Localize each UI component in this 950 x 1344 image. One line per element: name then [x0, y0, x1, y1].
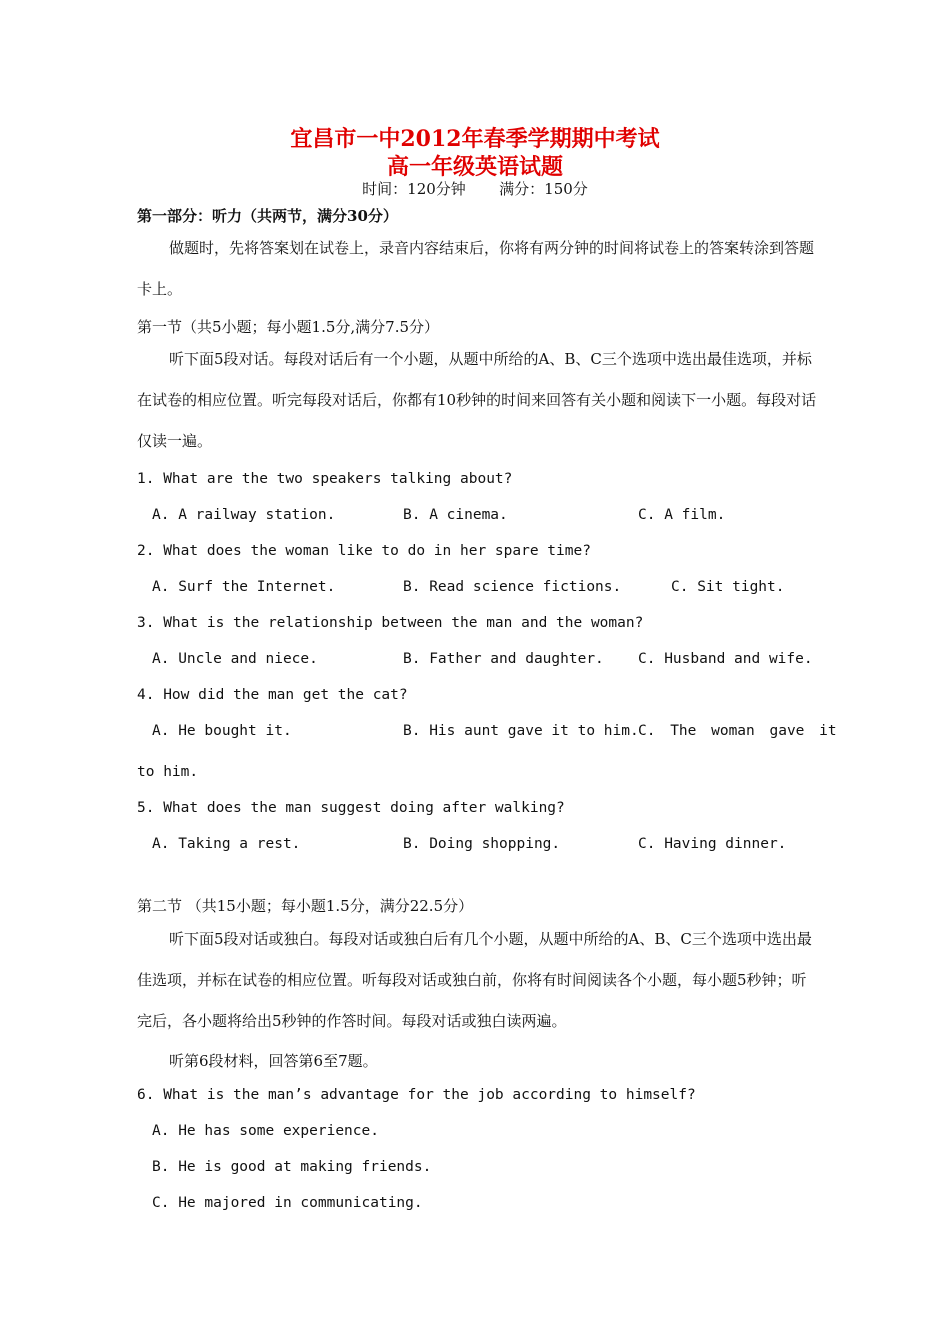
question-6: 6. What is the man’s advantage for the job according to himself?: [137, 1087, 696, 1103]
section1-instructions: 听下面5段对话。每段对话后有一个小题，从题中所给的A、B、C三个选项中选出最佳选项，并标在试卷的相应位置。听完每段对话后，你都有10秒钟的时间来回答有关小题和阅读下一小题。每段对话仅读一遍。: [137, 350, 817, 450]
section2-instructions: 听下面5段对话或独白。每段对话或独白后有几个小题，从题中所给的A、B、C三个选项中选出最佳选项，并标在试卷的相应位置。听每段对话或独白前，你将有时间阅读各个小题，每小题5秒钟；听完后，各小题将给出5秒钟的作答时间。每段对话或独白读两遍。: [137, 930, 812, 1030]
q4-option-c-continued: to him.: [137, 764, 199, 780]
q6-option-c: C. He majored in communicating.: [152, 1195, 423, 1211]
section2-material-note: 听第6段材料，回答第6至7题。: [169, 1052, 378, 1070]
question-3: 3. What is the relationship between the man and the woman?: [137, 615, 644, 631]
q3-option-b: B. Father and daughter.: [403, 651, 604, 667]
part1-instructions: 做题时，先将答案划在试卷上，录音内容结束后，你将有两分钟的时间将试卷上的答案转涂到答题卡上。: [137, 239, 815, 298]
section1-heading: 第一节（共5小题；每小题1.5分,满分7.5分）: [137, 318, 440, 336]
section2-heading: 第二节 （共15小题；每小题1.5分，满分22.5分）: [137, 897, 474, 915]
exam-title-line1: 宜昌市一中2012年春季学期期中考试: [290, 126, 660, 152]
exam-title-line2: 高一年级英语试题: [386, 154, 563, 180]
q5-option-c: C. Having dinner.: [638, 836, 787, 852]
q3-option-a: A. Uncle and niece.: [152, 651, 318, 667]
q1-option-b: B. A cinema.: [403, 507, 508, 523]
q2-option-c: C. Sit tight.: [671, 579, 785, 595]
exam-meta: 时间：120分钟 满分：150分: [362, 180, 588, 198]
question-1: 1. What are the two speakers talking about?: [137, 471, 513, 487]
part1-heading: 第一部分：听力（共两节，满分30分）: [137, 207, 398, 225]
q1-option-a: A. A railway station.: [152, 507, 336, 523]
question-5: 5. What does the man suggest doing after walking?: [137, 800, 565, 816]
q4-option-b: B. His aunt gave it to him.: [403, 723, 639, 739]
q2-option-b: B. Read science fictions.: [403, 579, 622, 595]
q1-option-c: C. A film.: [638, 507, 726, 523]
q3-option-c: C. Husband and wife.: [638, 651, 813, 667]
q4-option-a: A. He bought it.: [152, 723, 292, 739]
q5-option-b: B. Doing shopping.: [403, 836, 561, 852]
question-2: 2. What does the woman like to do in her spare time?: [137, 543, 591, 559]
q5-option-a: A. Taking a rest.: [152, 836, 301, 852]
q6-option-a: A. He has some experience.: [152, 1123, 379, 1139]
q2-option-a: A. Surf the Internet.: [152, 579, 336, 595]
q6-option-b: B. He is good at making friends.: [152, 1159, 432, 1175]
question-4: 4. How did the man get the cat?: [137, 687, 408, 703]
q4-option-c: C. The woman gave it: [638, 723, 837, 739]
